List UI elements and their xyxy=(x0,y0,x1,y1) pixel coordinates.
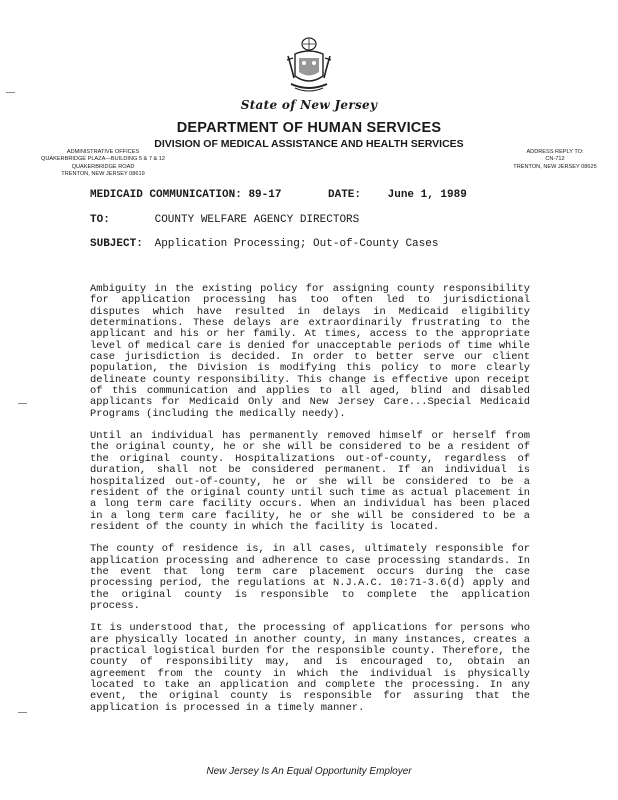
communication-label: MEDICAID COMMUNICATION: xyxy=(90,189,242,201)
administrative-offices-address xyxy=(8,149,198,179)
scan-margin-mark xyxy=(18,712,27,713)
admin-address-line: QUAKERBRIDGE ROAD xyxy=(71,163,135,170)
reply-address-line: CN-712 xyxy=(545,156,565,163)
body-paragraph: Until an individual has permanently removed himself or herself from the original county, he or she will be considered to be a resident of the original county. Hospitalizations out-of-county, regardless of duration, shall not be considered permanent. If an individual is hospitalized out-of-county, he or she will be considered to be a resident of the original county until such time as actual placement in a long term care facility occurs. When an individual has been placed in a long term care facility, he or she will be considered to be a resident of the county in which the facility is located. xyxy=(90,430,530,533)
department-title: DEPARTMENT OF HUMAN SERVICES xyxy=(176,120,442,136)
to-value: COUNTY WELFARE AGENCY DIRECTORS xyxy=(154,214,360,226)
to-label: TO: xyxy=(90,214,110,226)
footer-text: New Jersey Is An Equal Opportunity Employer xyxy=(206,766,412,777)
date-value: June 1, 1989 xyxy=(387,189,467,201)
subject-value: Application Processing; Out-of-County Cases xyxy=(154,238,439,250)
reply-address-line: TRENTON, NEW JERSEY 08625 xyxy=(513,163,597,170)
communication-number: 89-17 xyxy=(248,189,282,201)
body-paragraph: It is understood that, the processing of applications for persons who are physically located in another county, in many instances, creates a practical logistical burden for the responsible county. Therefore, the county of responsibility may, and is encouraged to, obtain an agreement from the county in which the individual is physically located to take an application and complete the processing. In any event, the original county is responsible for assuring that the application is processed in a timely manner. xyxy=(90,622,530,714)
division-title: DIVISION OF MEDICAL ASSISTANCE AND HEALTH SERVICES xyxy=(154,138,464,150)
state-seal-icon xyxy=(285,36,333,96)
state-name: State of New Jersey xyxy=(240,98,378,112)
scan-margin-mark xyxy=(18,403,27,404)
date-label: DATE: xyxy=(328,189,362,201)
body-paragraph: Ambiguity in the existing policy for assigning county responsibility for application processing has too often led to jurisdictional disputes which have resulted in delays in Medicaid eligibility determinations. These delays are extraordinarily frustrating to the applicant and his or her family. At times, access to the appropriate level of medical care is denied for unacceptable periods of time while case jurisdiction is decided. In order to better serve our client population, the Division is modifying this policy to more clearly delineate county responsibility. This change is effective upon receipt of this communication and applies to all aged, blind and disabled applicants for Medicaid Only and New Jersey Care...Special Medicaid Programs (including the medically needy). xyxy=(90,283,530,420)
body-paragraph: The county of residence is, in all cases, ultimately responsible for application processing and adherence to case processing standards. In the event that long term care placement occurs during the case processing period, the regulations at N.J.A.C. 10:71-3.6(d) apply and the original county is responsible to complete the application process. xyxy=(90,543,530,612)
admin-address-line: QUAKERBRIDGE PLAZA—BUILDING 5 & 7 & 12 xyxy=(40,156,166,163)
communication-number-row xyxy=(90,189,281,201)
to-row xyxy=(90,214,359,226)
subject-row xyxy=(90,238,438,250)
admin-address-line: ADMINISTRATIVE OFFICES xyxy=(66,149,140,155)
date-row xyxy=(328,189,467,201)
scan-margin-mark xyxy=(6,92,15,93)
memo-body xyxy=(90,284,530,725)
reply-address-line: ADDRESS REPLY TO: xyxy=(526,149,584,155)
admin-address-line: TRENTON, NEW JERSEY 08619 xyxy=(61,171,145,178)
reply-address xyxy=(494,149,616,171)
subject-label: SUBJECT: xyxy=(90,238,143,250)
